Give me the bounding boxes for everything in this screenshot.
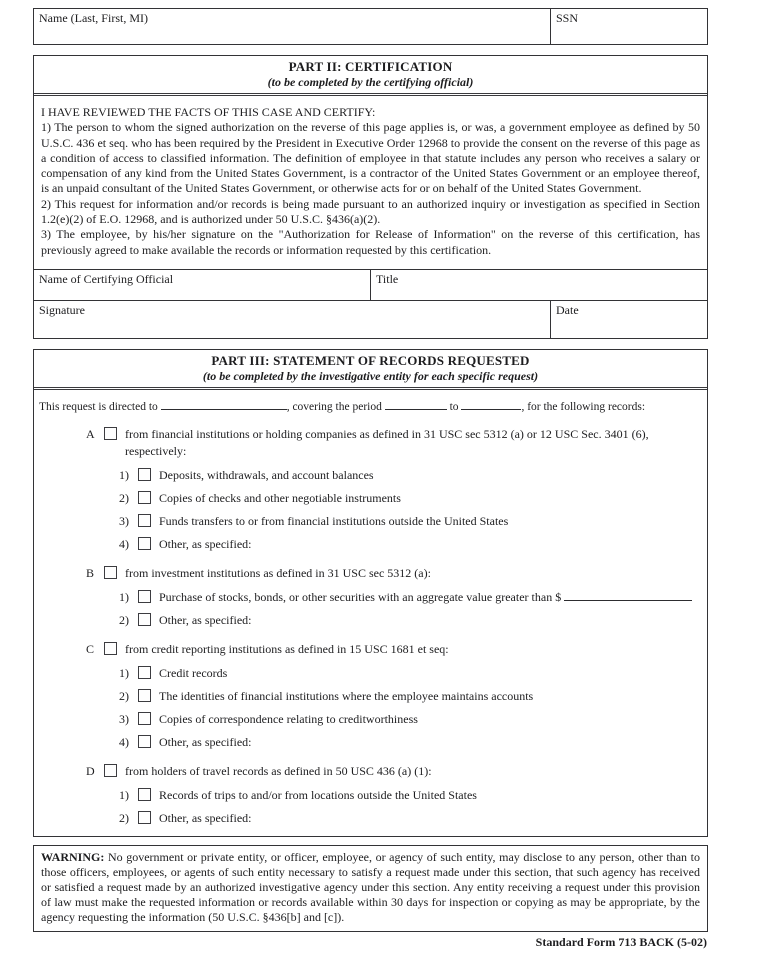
item-b2-checkbox[interactable]: [138, 613, 151, 626]
signature-date-row: [34, 300, 707, 338]
form-number: Standard Form 713 BACK (5-02): [535, 935, 707, 950]
item-c3-checkbox[interactable]: [138, 712, 151, 725]
item-a4-row: [34, 536, 707, 552]
item-c1-number: 1): [119, 665, 129, 680]
period-to-blank[interactable]: [461, 399, 521, 410]
item-b2-label: Other, as specified:: [159, 612, 252, 627]
part2-section: [33, 55, 708, 339]
section-c-letter: C: [86, 641, 95, 656]
item-b1-number: 1): [119, 589, 129, 604]
item-c4-row: [34, 734, 707, 750]
part3-section: [33, 349, 708, 837]
request-line-text-3: to: [449, 400, 459, 413]
aggregate-value-blank[interactable]: [564, 590, 692, 601]
item-c4-number: 4): [119, 734, 129, 749]
name-ssn-row: [33, 8, 708, 45]
item-d2-checkbox[interactable]: [138, 811, 151, 824]
warning-box: [33, 845, 708, 932]
item-a2-number: 2): [119, 490, 129, 505]
item-a3-checkbox[interactable]: [138, 514, 151, 527]
certification-clause-3: 3) The employee, by his/her signature on the "Authorization for Release of Information" on the reverse of this certification, has previously agreed to make available the records or information requested by this certification.: [41, 227, 700, 257]
item-b1-label: Purchase of stocks, bonds, or other securities with an aggregate value greater than $: [159, 589, 692, 605]
item-a2-row: [34, 490, 707, 506]
item-b2-row: [34, 612, 707, 628]
date-label: Date: [556, 302, 579, 317]
part3-header: [34, 350, 707, 390]
title-label: Title: [376, 271, 399, 286]
section-c-row: [34, 641, 707, 658]
item-d1-number: 1): [119, 787, 129, 802]
item-c1-label: Credit records: [159, 665, 228, 680]
section-d-checkbox[interactable]: [104, 764, 117, 777]
section-a-row: [34, 426, 707, 460]
item-a1-checkbox[interactable]: [138, 468, 151, 481]
item-c3-row: [34, 711, 707, 727]
section-b-row: [34, 565, 707, 582]
item-a4-label: Other, as specified:: [159, 536, 252, 551]
item-a1-row: [34, 467, 707, 483]
name-label: Name (Last, First, MI): [39, 11, 148, 25]
section-d-label: from holders of travel records as defined in 50 USC 436 (a) (1):: [125, 763, 432, 778]
item-c4-label: Other, as specified:: [159, 734, 252, 749]
certification-text: [34, 96, 707, 269]
ssn-field[interactable]: [550, 9, 707, 44]
section-d-letter: D: [86, 763, 95, 778]
certifying-official-label: Name of Certifying Official: [39, 271, 174, 286]
item-d2-label: Other, as specified:: [159, 810, 252, 825]
item-c1-checkbox[interactable]: [138, 666, 151, 679]
section-a-checkbox[interactable]: [104, 427, 117, 440]
item-a1-label: Deposits, withdrawals, and account balances: [159, 467, 374, 482]
certification-intro: I HAVE REVIEWED THE FACTS OF THIS CASE AND CERTIFY:: [41, 105, 376, 119]
official-title-row: [34, 269, 707, 300]
certification-clause-1: 1) The person to whom the signed authorization on the reverse of this page applies is, or was, a government employee as defined by 50 U.S.C. 436 et seq. who has been required by the President in Executive Order 12968 to provide the consent on the reverse of this page as a condition of access to classified information. The definition of employee in that statute includes any person who receives a salary or compensation of any kind from the United States Government, is a contractor of the United States Government or an employee thereof, is an unpaid consultant of the United States Government, or otherwise acts for or on behalf of the United States Government.: [41, 120, 700, 196]
item-a4-number: 4): [119, 536, 129, 551]
item-d2-row: [34, 810, 707, 826]
item-c2-checkbox[interactable]: [138, 689, 151, 702]
section-a-letter: A: [86, 426, 95, 441]
section-b-label: from investment institutions as defined in 31 USC sec 5312 (a):: [125, 565, 431, 580]
item-a3-number: 3): [119, 513, 129, 528]
part2-title: PART II: CERTIFICATION: [288, 59, 453, 74]
item-a2-checkbox[interactable]: [138, 491, 151, 504]
item-b1-row: [34, 589, 707, 605]
request-line-text-1: This request is directed to: [39, 400, 158, 413]
period-from-blank[interactable]: [385, 399, 447, 410]
section-a-label: from financial institutions or holding companies as defined in 31 USC sec 5312 (a) or 12 USC Sec. 3401 (6), respectively:: [125, 426, 649, 458]
item-a2-label: Copies of checks and other negotiable instruments: [159, 490, 401, 505]
item-c4-checkbox[interactable]: [138, 735, 151, 748]
part2-header: [34, 56, 707, 96]
item-d1-row: [34, 787, 707, 803]
section-c-label: from credit reporting institutions as defined in 15 USC 1681 et seq:: [125, 641, 449, 656]
title-field[interactable]: [370, 270, 707, 300]
item-c2-row: [34, 688, 707, 704]
part2-subtitle: (to be completed by the certifying official): [267, 75, 474, 89]
item-b1-checkbox[interactable]: [138, 590, 151, 603]
section-b-letter: B: [86, 565, 95, 580]
name-field[interactable]: [34, 9, 550, 44]
warning-label: WARNING:: [41, 849, 105, 864]
item-d1-checkbox[interactable]: [138, 788, 151, 801]
certification-clause-2: 2) This request for information and/or records is being made pursuant to an authorized inquiry or investigation as specified in Section 1.2(e)(2) of E.O. 12968, and is authorized under 50 U.S.C. §436(a)(2).: [41, 196, 700, 227]
date-field[interactable]: [550, 301, 707, 338]
request-line-text-4: , for the following records:: [521, 400, 646, 413]
ssn-label: SSN: [556, 11, 579, 25]
item-a3-label: Funds transfers to or from financial institutions outside the United States: [159, 513, 509, 528]
request-line: [39, 399, 703, 413]
item-c1-row: [34, 665, 707, 681]
item-a3-row: [34, 513, 707, 529]
item-c2-number: 2): [119, 688, 129, 703]
request-line-text-2: , covering the period: [286, 400, 382, 413]
part3-title: PART III: STATEMENT OF RECORDS REQUESTED: [211, 352, 530, 368]
certifying-official-field[interactable]: [34, 270, 370, 300]
signature-label: Signature: [39, 302, 85, 317]
directed-to-blank[interactable]: [161, 399, 287, 410]
item-c3-number: 3): [119, 711, 129, 726]
section-c-checkbox[interactable]: [104, 642, 117, 655]
item-d1-label: Records of trips to and/or from locations outside the United States: [159, 787, 477, 802]
section-b-checkbox[interactable]: [104, 566, 117, 579]
signature-field[interactable]: [34, 301, 550, 338]
item-b2-number: 2): [119, 612, 129, 627]
item-c3-label: Copies of correspondence relating to creditworthiness: [159, 711, 418, 726]
section-d-row: [34, 763, 707, 780]
item-a4-checkbox[interactable]: [138, 537, 151, 550]
item-a1-number: 1): [119, 467, 129, 482]
item-d2-number: 2): [119, 810, 129, 825]
item-c2-label: The identities of financial institutions where the employee maintains accounts: [159, 688, 534, 703]
warning-text: No government or private entity, or officer, employee, or agency of such entity, may disclose to any person, other than to those officers, employees, or agents of such entity necessary to satisfy a request made under this section, that such agency has received or satisfied a request made by an authorized investigative agency under this section. Any entity receiving a request under this provision of law must make the requested information or records available within 30 days for inspection or copying as may be appropriate, by the agency requesting the information (50 U.S.C. §436[b] and [c]).: [41, 849, 700, 925]
part3-subtitle: (to be completed by the investigative entity for each specific request): [202, 368, 539, 383]
